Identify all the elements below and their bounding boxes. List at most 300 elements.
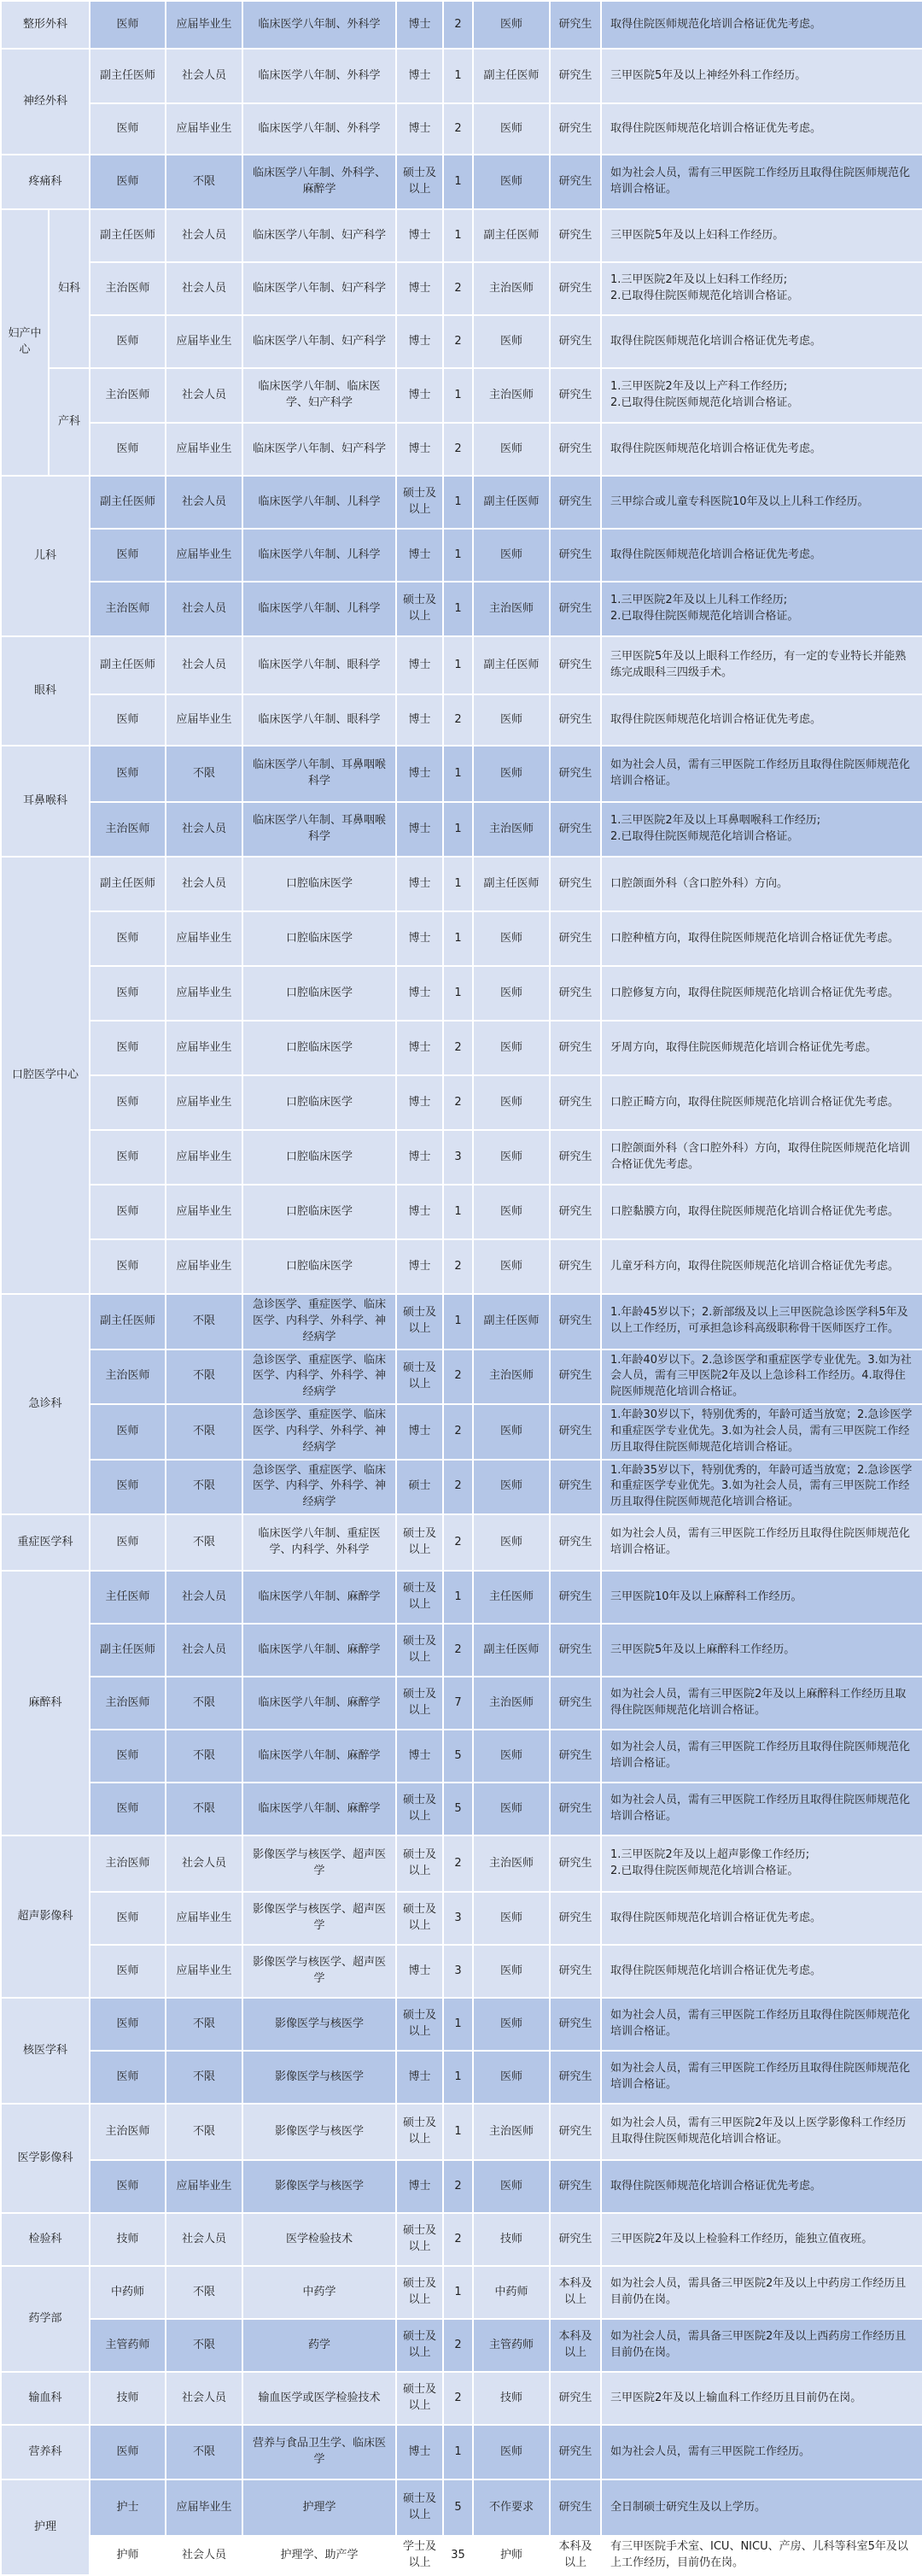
- degree-cell: 博士: [396, 636, 443, 694]
- major-cell: 临床医学八年制、麻醉学: [242, 1571, 396, 1624]
- major-cell: 中药学: [242, 2266, 396, 2319]
- requirements-cell: 口腔黏膜方向，取得住院医师规范化培训合格证优先考虑。: [601, 1185, 922, 1239]
- requirements-cell: 1.三甲医院2年及以上儿科工作经历; 2.已取得住院医师规范化培训合格证。: [601, 582, 922, 636]
- headcount-cell: 3: [443, 1130, 473, 1185]
- candidate-type-cell: 不限: [166, 1349, 242, 1405]
- candidate-type-cell: 社会人员: [166, 1571, 242, 1624]
- education-cell: 本科及以上: [550, 2536, 601, 2575]
- major-cell: 临床医学八年制、妇产科学: [242, 315, 396, 368]
- major-cell: 口腔临床医学: [242, 857, 396, 911]
- requirements-cell: 取得住院医师规范化培训合格证优先考虑。: [601, 315, 922, 368]
- education-cell: 研究生: [550, 1998, 601, 2051]
- major-cell: 临床医学八年制、妇产科学: [242, 262, 396, 315]
- position-cell: 医师: [90, 746, 166, 802]
- degree-cell: 博士: [396, 1730, 443, 1783]
- title-requirement-cell: 医师: [473, 2160, 550, 2213]
- degree-cell: 硕士及以上: [396, 2213, 443, 2266]
- position-cell: 医师: [90, 1945, 166, 1998]
- candidate-type-cell: 社会人员: [166, 2213, 242, 2266]
- major-cell: 临床医学八年制、麻醉学: [242, 1730, 396, 1783]
- major-cell: 临床医学八年制、妇产科学: [242, 423, 396, 476]
- position-cell: 技师: [90, 2372, 166, 2425]
- education-cell: 研究生: [550, 1130, 601, 1185]
- requirements-cell: 三甲医院5年及以上妇科工作经历。: [601, 209, 922, 262]
- position-cell: 医师: [90, 1514, 166, 1571]
- education-cell: 研究生: [550, 2213, 601, 2266]
- title-requirement-cell: 主治医师: [473, 802, 550, 857]
- education-cell: 研究生: [550, 1185, 601, 1239]
- position-cell: 主治医师: [90, 802, 166, 857]
- position-cell: 主治医师: [90, 1835, 166, 1892]
- education-cell: 研究生: [550, 2425, 601, 2479]
- major-cell: 急诊医学、重症医学、临床医学、内科学、外科学、神经病学: [242, 1404, 396, 1460]
- position-cell: 医师: [90, 1998, 166, 2051]
- education-cell: 研究生: [550, 262, 601, 315]
- major-cell: 口腔临床医学: [242, 1021, 396, 1075]
- major-cell: 临床医学八年制、儿科学: [242, 476, 396, 529]
- department-cell: 口腔医学中心: [1, 857, 90, 1294]
- table-row: [1, 529, 922, 582]
- headcount-cell: 1: [443, 368, 473, 423]
- headcount-cell: 1: [443, 209, 473, 262]
- candidate-type-cell: 社会人员: [166, 636, 242, 694]
- major-cell: 护理学、助产学: [242, 2536, 396, 2575]
- education-cell: 研究生: [550, 1571, 601, 1624]
- headcount-cell: 2: [443, 694, 473, 746]
- major-cell: 临床医学八年制、儿科学: [242, 529, 396, 582]
- position-cell: 医师: [90, 694, 166, 746]
- education-cell: 研究生: [550, 746, 601, 802]
- table-row: [1, 2104, 922, 2160]
- degree-cell: 博士: [396, 529, 443, 582]
- major-cell: 临床医学八年制、外科学、麻醉学: [242, 155, 396, 209]
- department-cell: 护理: [1, 2479, 90, 2575]
- degree-cell: 硕士及以上: [396, 155, 443, 209]
- candidate-type-cell: 社会人员: [166, 2536, 242, 2575]
- position-cell: 医师: [90, 155, 166, 209]
- headcount-cell: 1: [443, 2425, 473, 2479]
- degree-cell: 硕士及以上: [396, 1514, 443, 1571]
- table-row: [1, 1514, 922, 1571]
- major-cell: 临床医学八年制、眼科学: [242, 694, 396, 746]
- requirements-cell: 三甲医院5年及以上麻醉科工作经历。: [601, 1624, 922, 1677]
- requirements-cell: 如为社会人员，需有三甲医院2年及以上麻醉科工作经历且取得住院医师规范化培训合格证。: [601, 1677, 922, 1730]
- candidate-type-cell: 不限: [166, 1677, 242, 1730]
- education-cell: 研究生: [550, 1, 601, 49]
- title-requirement-cell: 医师: [473, 1945, 550, 1998]
- education-cell: 研究生: [550, 802, 601, 857]
- candidate-type-cell: 应届毕业生: [166, 1185, 242, 1239]
- degree-cell: 硕士及以上: [396, 476, 443, 529]
- candidate-type-cell: 不限: [166, 2104, 242, 2160]
- education-cell: 研究生: [550, 1021, 601, 1075]
- degree-cell: 硕士及以上: [396, 1349, 443, 1405]
- candidate-type-cell: 不限: [166, 1730, 242, 1783]
- major-cell: 临床医学八年制、眼科学: [242, 636, 396, 694]
- title-requirement-cell: 中药师: [473, 2266, 550, 2319]
- education-cell: 研究生: [550, 1239, 601, 1294]
- title-requirement-cell: 主管药师: [473, 2319, 550, 2372]
- requirements-cell: 三甲医院5年及以上眼科工作经历，有一定的专业特长并能熟练完成眼科三四级手术。: [601, 636, 922, 694]
- degree-cell: 硕士及以上: [396, 2479, 443, 2536]
- major-cell: 影像医学与核医学、超声医学: [242, 1945, 396, 1998]
- title-requirement-cell: 医师: [473, 1730, 550, 1783]
- position-cell: 护士: [90, 2479, 166, 2536]
- title-requirement-cell: 医师: [473, 966, 550, 1021]
- table-row: [1, 746, 922, 802]
- education-cell: 研究生: [550, 315, 601, 368]
- headcount-cell: 1: [443, 529, 473, 582]
- requirements-cell: 如为社会人员，需有三甲医院工作经历且取得住院医师规范化培训合格证。: [601, 1730, 922, 1783]
- headcount-cell: 1: [443, 2266, 473, 2319]
- candidate-type-cell: 社会人员: [166, 368, 242, 423]
- requirements-cell: 如为社会人员，需有三甲医院工作经历。: [601, 2425, 922, 2479]
- headcount-cell: 2: [443, 1624, 473, 1677]
- title-requirement-cell: 医师: [473, 1, 550, 49]
- title-requirement-cell: 医师: [473, 911, 550, 966]
- table-row: [1, 1730, 922, 1783]
- headcount-cell: 1: [443, 49, 473, 103]
- title-requirement-cell: 副主任医师: [473, 476, 550, 529]
- requirements-cell: 取得住院医师规范化培训合格证优先考虑。: [601, 529, 922, 582]
- degree-cell: 博士: [396, 1404, 443, 1460]
- requirements-cell: 1.年龄30岁以下，特别优秀的，年龄可适当放宽；2.急诊医学和重症医学专业优先。3.如为社会人员，需有三甲医院工作经历且取得住院医师规范化培训合格证。: [601, 1404, 922, 1460]
- table-row: [1, 1294, 922, 1349]
- headcount-cell: 1: [443, 582, 473, 636]
- table-row: [1, 1835, 922, 1892]
- headcount-cell: 5: [443, 1783, 473, 1835]
- candidate-type-cell: 应届毕业生: [166, 1130, 242, 1185]
- degree-cell: 博士: [396, 315, 443, 368]
- requirements-cell: 全日制硕士研究生及以上学历。: [601, 2479, 922, 2536]
- position-cell: 医师: [90, 1075, 166, 1130]
- education-cell: 研究生: [550, 1349, 601, 1405]
- headcount-cell: 5: [443, 1730, 473, 1783]
- major-cell: 临床医学八年制、儿科学: [242, 582, 396, 636]
- position-cell: 医师: [90, 966, 166, 1021]
- table-row: [1, 2319, 922, 2372]
- table-row: [1, 1998, 922, 2051]
- degree-cell: 博士: [396, 911, 443, 966]
- table-row: [1, 1349, 922, 1405]
- table-row: [1, 2372, 922, 2425]
- requirements-cell: 有三甲医院手术室、ICU、NICU、产房、儿科等科室5年及以上工作经历，目前仍在岗。: [601, 2536, 922, 2575]
- position-cell: 医师: [90, 1, 166, 49]
- degree-cell: 博士: [396, 49, 443, 103]
- education-cell: 研究生: [550, 1945, 601, 1998]
- degree-cell: 硕士及以上: [396, 2266, 443, 2319]
- title-requirement-cell: 副主任医师: [473, 857, 550, 911]
- title-requirement-cell: 主治医师: [473, 2104, 550, 2160]
- title-requirement-cell: 技师: [473, 2372, 550, 2425]
- education-cell: 研究生: [550, 636, 601, 694]
- major-cell: 影像医学与核医学: [242, 2104, 396, 2160]
- education-cell: 研究生: [550, 1460, 601, 1515]
- department-cell: 急诊科: [1, 1294, 90, 1514]
- education-cell: 研究生: [550, 1624, 601, 1677]
- candidate-type-cell: 社会人员: [166, 857, 242, 911]
- sub-department-cell: 妇科: [49, 209, 90, 368]
- title-requirement-cell: 副主任医师: [473, 1624, 550, 1677]
- candidate-type-cell: 不限: [166, 1514, 242, 1571]
- education-cell: 研究生: [550, 1835, 601, 1892]
- table-row: [1, 2160, 922, 2213]
- table-row: [1, 2425, 922, 2479]
- table-row: [1, 1624, 922, 1677]
- table-row: [1, 966, 922, 1021]
- position-cell: 主治医师: [90, 1349, 166, 1405]
- position-cell: 医师: [90, 1730, 166, 1783]
- major-cell: 输血医学或医学检验技术: [242, 2372, 396, 2425]
- candidate-type-cell: 应届毕业生: [166, 1021, 242, 1075]
- title-requirement-cell: 副主任医师: [473, 49, 550, 103]
- requirements-cell: 1.年龄40岁以下。2.急诊医学和重症医学专业优先。3.如为社会人员，需有三甲医院2年及以上急诊科工作经历。4.取得住院医师规范化培训合格证。: [601, 1349, 922, 1405]
- position-cell: 医师: [90, 1130, 166, 1185]
- degree-cell: 硕士: [396, 1460, 443, 1515]
- major-cell: 急诊医学、重症医学、临床医学、内科学、外科学、神经病学: [242, 1294, 396, 1349]
- major-cell: 临床医学八年制、麻醉学: [242, 1624, 396, 1677]
- headcount-cell: 1: [443, 636, 473, 694]
- table-row: [1, 1021, 922, 1075]
- title-requirement-cell: 医师: [473, 1130, 550, 1185]
- headcount-cell: 5: [443, 2479, 473, 2536]
- position-cell: 副主任医师: [90, 476, 166, 529]
- headcount-cell: 2: [443, 2372, 473, 2425]
- major-cell: 口腔临床医学: [242, 1075, 396, 1130]
- position-cell: 医师: [90, 2051, 166, 2104]
- requirements-cell: 口腔修复方向，取得住院医师规范化培训合格证优先考虑。: [601, 966, 922, 1021]
- education-cell: 研究生: [550, 857, 601, 911]
- department-cell: 眼科: [1, 636, 90, 746]
- department-cell: 神经外科: [1, 49, 90, 155]
- position-cell: 副主任医师: [90, 1294, 166, 1349]
- position-cell: 医师: [90, 315, 166, 368]
- headcount-cell: 2: [443, 1021, 473, 1075]
- requirements-cell: 取得住院医师规范化培训合格证优先考虑。: [601, 1, 922, 49]
- headcount-cell: 2: [443, 1, 473, 49]
- department-cell: 医学影像科: [1, 2104, 90, 2213]
- degree-cell: 博士: [396, 1185, 443, 1239]
- degree-cell: 博士: [396, 368, 443, 423]
- headcount-cell: 35: [443, 2536, 473, 2575]
- table-row: [1, 1460, 922, 1515]
- requirements-cell: 口腔颌面外科（含口腔外科）方向。: [601, 857, 922, 911]
- education-cell: 研究生: [550, 1294, 601, 1349]
- table-row: [1, 1130, 922, 1185]
- title-requirement-cell: 医师: [473, 1239, 550, 1294]
- requirements-cell: 取得住院医师规范化培训合格证优先考虑。: [601, 1892, 922, 1945]
- requirements-cell: 如为社会人员，需有三甲医院工作经历且取得住院医师规范化培训合格证。: [601, 155, 922, 209]
- title-requirement-cell: 医师: [473, 1460, 550, 1515]
- major-cell: 临床医学八年制、外科学: [242, 49, 396, 103]
- degree-cell: 博士: [396, 694, 443, 746]
- major-cell: 影像医学与核医学: [242, 2160, 396, 2213]
- degree-cell: 博士: [396, 1, 443, 49]
- headcount-cell: 2: [443, 1835, 473, 1892]
- education-cell: 研究生: [550, 2104, 601, 2160]
- table-row: [1, 368, 922, 423]
- department-cell: 麻醉科: [1, 1571, 90, 1835]
- degree-cell: 博士: [396, 746, 443, 802]
- degree-cell: 硕士及以上: [396, 2372, 443, 2425]
- major-cell: 临床医学八年制、临床医学、妇产科学: [242, 368, 396, 423]
- degree-cell: 博士: [396, 1130, 443, 1185]
- position-cell: 主治医师: [90, 2104, 166, 2160]
- table-row: [1, 802, 922, 857]
- table-row: [1, 2479, 922, 2536]
- candidate-type-cell: 应届毕业生: [166, 2479, 242, 2536]
- candidate-type-cell: 应届毕业生: [166, 694, 242, 746]
- position-cell: 医师: [90, 1021, 166, 1075]
- degree-cell: 硕士及以上: [396, 1783, 443, 1835]
- table-row: [1, 857, 922, 911]
- headcount-cell: 1: [443, 911, 473, 966]
- headcount-cell: 2: [443, 1075, 473, 1130]
- education-cell: 研究生: [550, 1892, 601, 1945]
- degree-cell: 博士: [396, 1075, 443, 1130]
- department-cell: 重症医学科: [1, 1514, 90, 1571]
- title-requirement-cell: 医师: [473, 1185, 550, 1239]
- table-row: [1, 694, 922, 746]
- candidate-type-cell: 应届毕业生: [166, 1, 242, 49]
- table-row: [1, 2213, 922, 2266]
- education-cell: 研究生: [550, 966, 601, 1021]
- education-cell: 研究生: [550, 49, 601, 103]
- table-row: [1, 636, 922, 694]
- position-cell: 主治医师: [90, 368, 166, 423]
- requirements-cell: 如为社会人员，需有三甲医院工作经历且取得住院医师规范化培训合格证。: [601, 1783, 922, 1835]
- requirements-cell: 三甲医院2年及以上输血科工作经历且目前仍在岗。: [601, 2372, 922, 2425]
- candidate-type-cell: 不限: [166, 2051, 242, 2104]
- education-cell: 研究生: [550, 1514, 601, 1571]
- position-cell: 主任医师: [90, 1571, 166, 1624]
- education-cell: 研究生: [550, 1404, 601, 1460]
- major-cell: 临床医学八年制、耳鼻咽喉科学: [242, 746, 396, 802]
- education-cell: 研究生: [550, 2479, 601, 2536]
- title-requirement-cell: 主治医师: [473, 262, 550, 315]
- major-cell: 营养与食品卫生学、临床医学: [242, 2425, 396, 2479]
- degree-cell: 博士: [396, 423, 443, 476]
- requirements-cell: 如为社会人员，需有三甲医院工作经历且取得住院医师规范化培训合格证。: [601, 1514, 922, 1571]
- degree-cell: 博士: [396, 1021, 443, 1075]
- title-requirement-cell: 副主任医师: [473, 636, 550, 694]
- table-row: [1, 1892, 922, 1945]
- degree-cell: 博士: [396, 1239, 443, 1294]
- candidate-type-cell: 社会人员: [166, 582, 242, 636]
- position-cell: 中药师: [90, 2266, 166, 2319]
- sub-department-cell: 产科: [49, 368, 90, 476]
- requirements-cell: 如为社会人员，需有三甲医院2年及以上医学影像科工作经历且取得住院医师规范化培训合格证。: [601, 2104, 922, 2160]
- candidate-type-cell: 应届毕业生: [166, 1075, 242, 1130]
- education-cell: 研究生: [550, 1677, 601, 1730]
- major-cell: 临床医学八年制、耳鼻咽喉科学: [242, 802, 396, 857]
- title-requirement-cell: 医师: [473, 155, 550, 209]
- requirements-cell: 1.三甲医院2年及以上耳鼻咽喉科工作经历; 2.已取得住院医师规范化培训合格证。: [601, 802, 922, 857]
- education-cell: 研究生: [550, 103, 601, 155]
- candidate-type-cell: 应届毕业生: [166, 423, 242, 476]
- department-cell: 药学部: [1, 2266, 90, 2372]
- candidate-type-cell: 社会人员: [166, 802, 242, 857]
- requirements-cell: 三甲医院10年及以上麻醉科工作经历。: [601, 1571, 922, 1624]
- table-row: [1, 2051, 922, 2104]
- headcount-cell: 1: [443, 155, 473, 209]
- table-row: [1, 1075, 922, 1130]
- major-cell: 护理学: [242, 2479, 396, 2536]
- education-cell: 研究生: [550, 1075, 601, 1130]
- position-cell: 主管药师: [90, 2319, 166, 2372]
- title-requirement-cell: 主任医师: [473, 1571, 550, 1624]
- department-cell: 检验科: [1, 2213, 90, 2266]
- requirements-cell: 三甲综合或儿童专科医院10年及以上儿科工作经历。: [601, 476, 922, 529]
- department-cell: 核医学科: [1, 1998, 90, 2104]
- table-row: [1, 155, 922, 209]
- headcount-cell: 3: [443, 1945, 473, 1998]
- education-cell: 研究生: [550, 911, 601, 966]
- title-requirement-cell: 医师: [473, 746, 550, 802]
- department-cell: 营养科: [1, 2425, 90, 2479]
- requirements-cell: 口腔颌面外科（含口腔外科）方向，取得住院医师规范化培训合格证优先考虑。: [601, 1130, 922, 1185]
- title-requirement-cell: 医师: [473, 2051, 550, 2104]
- title-requirement-cell: 护师: [473, 2536, 550, 2575]
- degree-cell: 硕士及以上: [396, 1998, 443, 2051]
- position-cell: 医师: [90, 1460, 166, 1515]
- headcount-cell: 1: [443, 1294, 473, 1349]
- department-cell: 输血科: [1, 2372, 90, 2425]
- headcount-cell: 1: [443, 746, 473, 802]
- degree-cell: 硕士及以上: [396, 1624, 443, 1677]
- position-cell: 主治医师: [90, 262, 166, 315]
- candidate-type-cell: 社会人员: [166, 2372, 242, 2425]
- table-row: [1, 1185, 922, 1239]
- headcount-cell: 1: [443, 1185, 473, 1239]
- requirements-cell: 牙周方向，取得住院医师规范化培训合格证优先考虑。: [601, 1021, 922, 1075]
- headcount-cell: 2: [443, 1460, 473, 1515]
- degree-cell: 硕士及以上: [396, 582, 443, 636]
- candidate-type-cell: 应届毕业生: [166, 1945, 242, 1998]
- table-row: [1, 1404, 922, 1460]
- candidate-type-cell: 不限: [166, 1294, 242, 1349]
- major-cell: 临床医学八年制、外科学: [242, 1, 396, 49]
- position-cell: 医师: [90, 1404, 166, 1460]
- major-cell: 口腔临床医学: [242, 1185, 396, 1239]
- position-cell: 主治医师: [90, 582, 166, 636]
- table-row: [1, 423, 922, 476]
- title-requirement-cell: 医师: [473, 529, 550, 582]
- requirements-cell: 1.年龄45岁以下；2.新部级及以上三甲医院急诊医学科5年及以上工作经历，可承担急诊科高级职称骨干医师医疗工作。: [601, 1294, 922, 1349]
- degree-cell: 博士: [396, 2425, 443, 2479]
- title-requirement-cell: 医师: [473, 2425, 550, 2479]
- position-cell: 副主任医师: [90, 857, 166, 911]
- title-requirement-cell: 副主任医师: [473, 1294, 550, 1349]
- headcount-cell: 1: [443, 857, 473, 911]
- candidate-type-cell: 不限: [166, 155, 242, 209]
- candidate-type-cell: 应届毕业生: [166, 1892, 242, 1945]
- position-cell: 副主任医师: [90, 636, 166, 694]
- education-cell: 研究生: [550, 209, 601, 262]
- degree-cell: 博士: [396, 802, 443, 857]
- position-cell: 医师: [90, 1783, 166, 1835]
- department-cell: 疼痛科: [1, 155, 90, 209]
- position-cell: 技师: [90, 2213, 166, 2266]
- title-requirement-cell: 医师: [473, 315, 550, 368]
- education-cell: 研究生: [550, 694, 601, 746]
- education-cell: 研究生: [550, 529, 601, 582]
- candidate-type-cell: 不限: [166, 1998, 242, 2051]
- department-cell: 耳鼻喉科: [1, 746, 90, 857]
- major-cell: 口腔临床医学: [242, 1239, 396, 1294]
- education-cell: 研究生: [550, 476, 601, 529]
- position-cell: 医师: [90, 2425, 166, 2479]
